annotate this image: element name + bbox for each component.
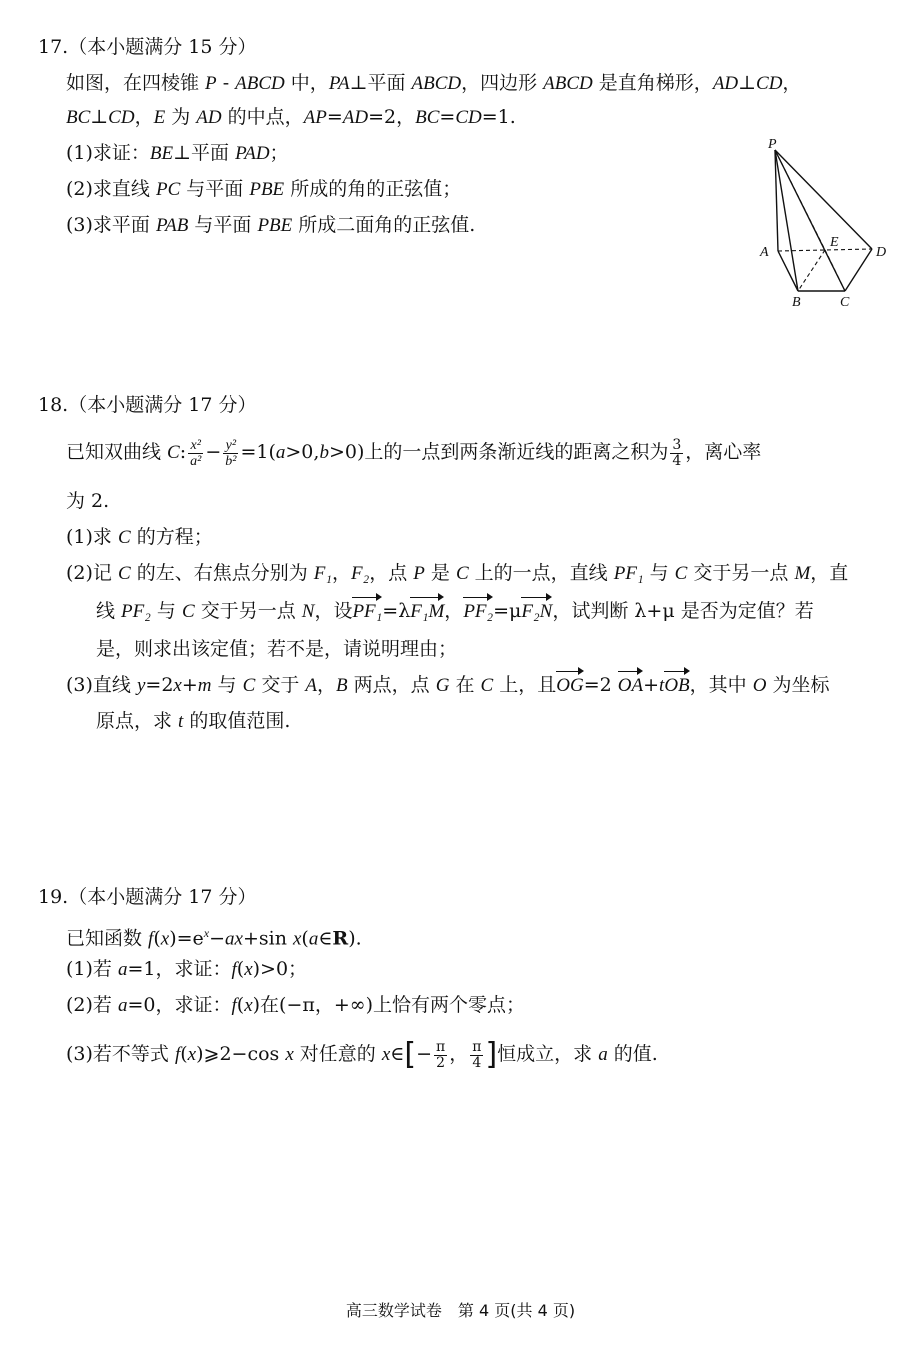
frac-x2-a2: $\frac{\text{x²}}{\text{a²}}$ <box>190 437 202 469</box>
q18-header: 18.（本小题满分 17 分） <box>38 394 257 416</box>
q18-part2-line2: 线 PF₂ 与 C 交于另一点 N，设PF₁=λF₁M，PF₂=μF₂N，试判断 λ+μ 是否为定值？若 <box>96 598 814 625</box>
label-P: P <box>768 137 777 152</box>
q18-part3-line1: (3)直线 y=2x+m 与 C 交于 A，B 两点，点 G 在 C 上，且OG=2 OA+tOB，其中 O 为坐标 <box>66 672 829 699</box>
label-D: D <box>876 245 887 260</box>
q17-stem-line1: 如图，在四棱锥 P - ABCD 中，PA⊥平面 ABCD，四边形 ABCD 是直角梯形，AD⊥CD， <box>66 72 802 94</box>
vector-OB: OB <box>664 673 689 699</box>
label-C: C <box>840 295 850 310</box>
frac-3-4: $\frac{3}{4}$ <box>672 436 682 469</box>
q18-part2-line1: (2)记 C 的左、右焦点分别为 F₁，F₂，点 P 是 C 上的一点，直线 PF₁ 与 C 交于另一点 M，直 <box>66 562 849 584</box>
q18-part2-line3: 是，则求出该定值；若不是，请说明理由； <box>96 638 458 660</box>
vector-OA: OA <box>618 673 643 699</box>
q19-stem: 已知函数 $f(x)=e^x-ax+\sin$ x(a∈R). <box>66 926 362 950</box>
q19-header: 19.（本小题满分 17 分） <box>38 886 257 908</box>
vector-OG: OG <box>556 673 583 699</box>
edge-PB <box>775 150 798 291</box>
label-E: E <box>830 235 839 250</box>
q17-header: 17.（本小题满分 15 分） <box>38 36 257 58</box>
frac-pi-2: $\frac{\pi}{2}$ <box>436 1038 446 1071</box>
q19-part1: (1)若 a=1，求证：f(x)>0； <box>66 958 308 980</box>
q18-stem-line2: 为 2. <box>66 490 110 512</box>
q18-part3-line2: 原点，求 t 的取值范围. <box>96 710 291 732</box>
q17-stem-line2: BC⊥CD，E 为 AD 的中点，AP=AD=2，BC=CD=1. <box>66 106 516 128</box>
edge-BE-hidden <box>798 250 825 291</box>
frac-pi-4: $\frac{\pi}{4}$ <box>472 1038 482 1071</box>
vector-F2N: F₂N <box>521 599 552 625</box>
vector-PF1: PF₁ <box>352 599 382 625</box>
q19-part3: (3)若不等式 f(x)⩾2−cos x 对任意的 x∈[− $\frac{\pi}{2}$ ， $\frac{\pi}{4}$ ]恒成立，求 a 的值. <box>66 1037 658 1072</box>
label-B: B <box>792 295 801 310</box>
edge-CD <box>845 249 872 291</box>
page-footer: 高三数学试卷 第 4 页(共 4 页) <box>345 1301 576 1320</box>
q19-part2: (2)若 a=0，求证：f(x)在(−π，+∞)上恰有两个零点； <box>66 994 526 1016</box>
vector-F1M: F₁M <box>410 599 444 625</box>
q17-part1: (1)求证：BE⊥平面 PAD； <box>66 142 289 164</box>
q17-part2: (2)求直线 PC 与平面 PBE 所成的角的正弦值； <box>66 178 462 200</box>
q17-part3: (3)求平面 PAB 与平面 PBE 所成二面角的正弦值. <box>66 214 476 236</box>
vector-PF2: PF₂ <box>463 599 493 625</box>
label-A: A <box>760 245 769 260</box>
q18-part1: (1)求 C 的方程； <box>66 526 213 548</box>
q18-stem-line1: 已知双曲线 C: $\frac{\text{x²}}{\text{a²}}$ − $\frac{\text{y²}}{\text{b²}}$ =1(a>0,b>0)上的一点到两条渐近线的距离之积为 $\frac{3}{4}$ ，离心率 <box>66 436 762 469</box>
edge-PD <box>775 150 872 249</box>
frac-y2-b2: $\frac{\text{y²}}{\text{b²}}$ <box>225 437 237 469</box>
pyramid-figure <box>748 136 898 312</box>
